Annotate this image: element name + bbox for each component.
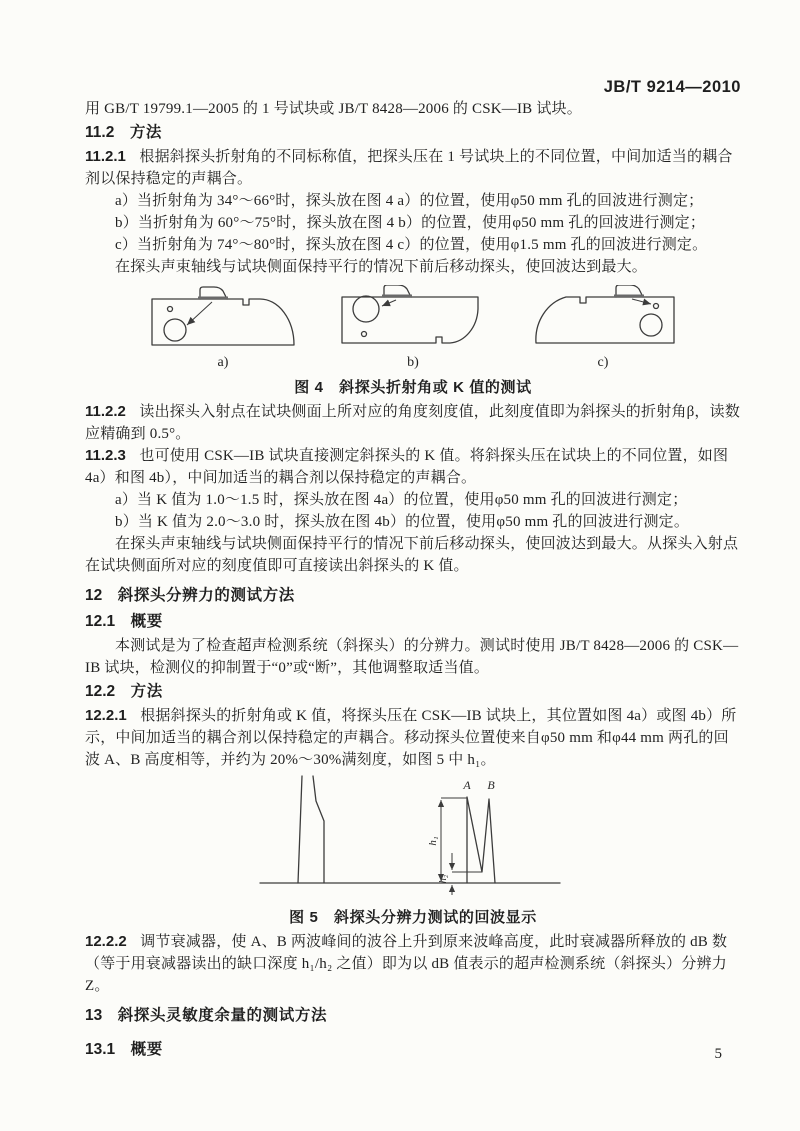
h1-label: h₁	[427, 836, 439, 846]
beam-arrow	[187, 302, 212, 325]
paragraph-12-1: 本测试是为了检查超声检测系统（斜探头）的分辨力。测试时使用 JB/T 8428—2006 的 CSK—IB 试块，检测仪的抑制置于“0”或“断”，其他调整取适当值。	[85, 638, 739, 676]
clause-number: 12.2.1	[85, 707, 127, 724]
figure-4	[85, 285, 741, 399]
section-heading-12-2	[85, 681, 741, 703]
clause-number: 11.2.1	[85, 148, 126, 165]
h2-label: h₂	[438, 874, 449, 884]
clause-number: 11.2	[85, 124, 115, 141]
beam-arrow	[632, 299, 651, 304]
figure-4-caption: 图 4 斜探头折射角或 K 值的测试	[294, 379, 532, 396]
clause-text: 读出探头入射点在试块侧面上所对应的角度刻度值，此刻度值即为斜探头的折射角β，读数应精确到 0.5°。	[85, 404, 741, 442]
clause-number: 11.2.3	[85, 447, 126, 464]
paragraph-note: 在探头声束轴线与试块侧面保持平行的情况下前后移动探头，使回波达到最大。从探头入射点在试块侧面所对应的刻度值即可直接读出斜探头的 K 值。	[85, 536, 739, 574]
echo-peaks-a-b	[467, 797, 495, 883]
section-heading-11-2	[85, 122, 741, 144]
clause-title: 概要	[130, 1041, 163, 1058]
probe-contact-hatch	[614, 295, 644, 298]
figure-4a-label: a)	[217, 355, 229, 370]
page-number: 5	[714, 1046, 722, 1062]
paragraph-note: 在探头声束轴线与试块侧面保持平行的情况下前后移动探头，使回波达到最大。	[115, 259, 648, 275]
clause-title: 斜探头灵敏度余量的测试方法	[117, 1007, 328, 1024]
figure-5-caption: 图 5 斜探头分辨力测试的回波显示	[289, 909, 537, 926]
hole-small	[168, 307, 173, 312]
hole-large	[353, 296, 379, 322]
list-item-b: b）当 K 值为 2.0～3.0 时，探头放在图 4b）的位置，使用φ50 mm 孔的回波进行测定。	[115, 514, 690, 530]
paragraph-intro: 用 GB/T 19799.1—2005 的 1 号试块或 JB/T 8428—2006 的 CSK—IB 试块。	[85, 101, 582, 117]
section-heading-13-1	[85, 1039, 741, 1061]
clause-11-2-2	[85, 401, 741, 445]
hole-small	[362, 332, 367, 337]
clause-number: 12.2	[85, 683, 116, 700]
section-heading-12-1	[85, 611, 741, 633]
hole-large	[640, 314, 662, 336]
clause-text: 根据斜探头折射角的不同标称值，把探头压在 1 号试块上的不同位置，中间加适当的耦合剂以保持稳定的声耦合。	[85, 149, 733, 187]
hole-large	[164, 319, 186, 341]
clause-text: 根据斜探头的折射角或 K 值，将探头压在 CSK—IB 试块上，其位置如图 4a）或图 4b）所示，中间加适当的耦合剂以保持稳定的声耦合。移动探头位置使来自φ50 mm 和φ44 mm 两孔的回波 A、B 高度相等，并约为 20%～30%满刻度，如图 5 中 h₁。	[85, 708, 737, 768]
test-block-a-diagram	[148, 285, 298, 351]
initial-pulse-right-edge	[313, 776, 324, 883]
clause-title: 概要	[130, 613, 163, 630]
list-item-a: a）当 K 值为 1.0～1.5 时，探头放在图 4a）的位置，使用φ50 mm 孔的回波进行测定；	[115, 492, 688, 508]
figure-4c-label: c)	[597, 355, 609, 370]
clause-number: 12	[85, 587, 103, 604]
clause-11-2-1	[85, 146, 741, 190]
peak-b-label: B	[487, 778, 495, 792]
clause-number: 11.2.2	[85, 403, 126, 420]
figure-4a	[148, 285, 298, 372]
echo-display-diagram	[258, 773, 568, 897]
peak-a-label: A	[463, 778, 471, 792]
list-item-c: c）当折射角为 74°～80°时，探头放在图 4 c）的位置，使用φ1.5 mm 孔的回波进行测定。	[115, 237, 708, 253]
clause-number: 12.1	[85, 613, 116, 630]
page-content	[85, 76, 741, 1063]
clause-number: 12.2.2	[85, 933, 127, 950]
section-heading-12	[85, 585, 741, 607]
clause-12-2-2	[85, 931, 741, 997]
clause-title: 方法	[130, 683, 163, 700]
clause-title: 斜探头分辨力的测试方法	[117, 587, 295, 604]
figure-4c	[528, 285, 678, 372]
list-item-a: a）当折射角为 34°～66°时，探头放在图 4 a）的位置，使用φ50 mm 孔的回波进行测定；	[115, 193, 704, 209]
figure-4b-label: b)	[407, 355, 419, 370]
clause-11-2-3	[85, 445, 741, 489]
initial-pulse-left-edge	[298, 776, 302, 883]
test-block-c-diagram	[528, 285, 678, 351]
clause-12-2-1	[85, 705, 741, 771]
figure-4b	[338, 285, 488, 372]
probe-contact-hatch	[382, 295, 412, 298]
hole-small	[654, 304, 659, 309]
figure-5	[85, 773, 741, 929]
figure-4-diagrams	[85, 285, 741, 372]
test-block-b-diagram	[338, 285, 488, 351]
clause-text: 也可使用 CSK—IB 试块直接测定斜探头的 K 值。将斜探头压在试块上的不同位置，如图 4a）和图 4b），中间加适当的耦合剂以保持稳定的声耦合。	[85, 448, 729, 486]
probe-contact-hatch	[198, 297, 228, 300]
test-block-outline	[152, 299, 294, 345]
section-heading-13	[85, 1005, 741, 1027]
standard-number-header: JB/T 9214—2010	[603, 78, 741, 96]
beam-arrow	[382, 300, 396, 306]
clause-text: 调节衰减器，使 A、B 两波峰间的波谷上升到原来波峰高度，此时衰减器所释放的 dB 数（等于用衰减器读出的缺口深度 h₁/h₂ 之值）即为以 dB 值表示的超声检测系统（斜探头）分辨力 Z。	[85, 934, 728, 994]
list-item-b: b）当折射角为 60°～75°时，探头放在图 4 b）的位置，使用φ50 mm 孔的回波进行测定；	[115, 215, 706, 231]
clause-number: 13	[85, 1007, 103, 1024]
clause-number: 13.1	[85, 1041, 116, 1058]
clause-title: 方法	[129, 124, 163, 141]
